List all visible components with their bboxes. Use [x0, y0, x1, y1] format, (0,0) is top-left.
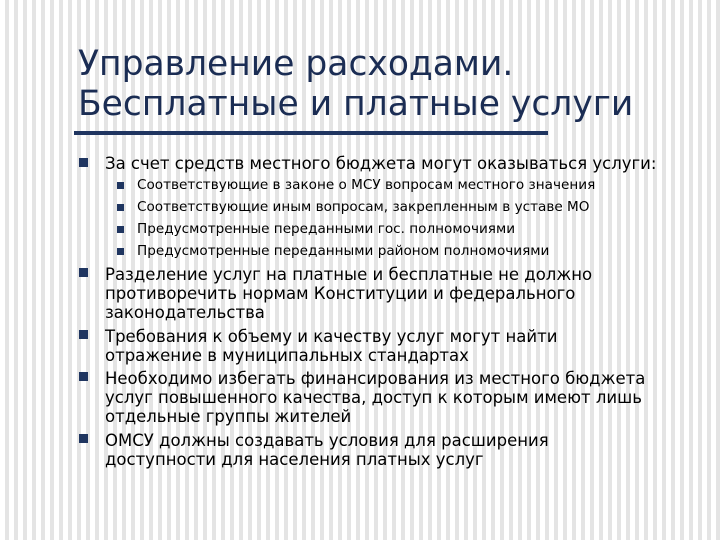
sub-bullet-text: Предусмотренные переданными гос. полномочиями [137, 221, 516, 237]
bullet-text: За счет средств местного бюджета могут оказываться услуги: [105, 154, 657, 173]
bullet-text-line: отдельные группы жителей [105, 407, 352, 426]
slide-title-line-2: Бесплатные и платные услуги [78, 84, 634, 124]
bullet-text-line: Необходимо избегать финансирования из местного бюджета [105, 369, 646, 388]
bullet-text-line: Разделение услуг на платные и бесплатные не должно [105, 265, 593, 284]
square-bullet-icon [117, 248, 124, 255]
sub-bullet-text: Соответствующие иным вопросам, закрепленным в уставе МО [137, 199, 590, 215]
sub-bullet-text: Предусмотренные переданными районом полномочиями [137, 243, 550, 259]
bullet-text-line: отражение в муниципальных стандартах [105, 346, 469, 365]
square-bullet-icon [117, 204, 124, 211]
slide-title-line-1: Управление расходами. [78, 44, 514, 84]
square-bullet-icon [117, 182, 124, 189]
square-bullet-icon [79, 330, 88, 339]
square-bullet-icon [79, 434, 88, 443]
bullet-text-line: доступности для населения платных услуг [105, 450, 484, 469]
square-bullet-icon [79, 372, 88, 381]
square-bullet-icon [79, 268, 88, 277]
bullet-text-line: Требования к объему и качеству услуг могут найти [105, 327, 558, 346]
square-bullet-icon [79, 158, 88, 167]
bullet-text-line: противоречить нормам Конституции и федерального [105, 284, 576, 303]
bullet-text-line: законодательства [105, 303, 265, 322]
square-bullet-icon [117, 226, 124, 233]
bullet-text-line: услуг повышенного качества, доступ к которым имеют лишь [105, 388, 642, 407]
sub-bullet-text: Соответствующие в законе о МСУ вопросам местного значения [137, 177, 596, 193]
bullet-text-line: ОМСУ должны создавать условия для расширения [105, 431, 549, 450]
